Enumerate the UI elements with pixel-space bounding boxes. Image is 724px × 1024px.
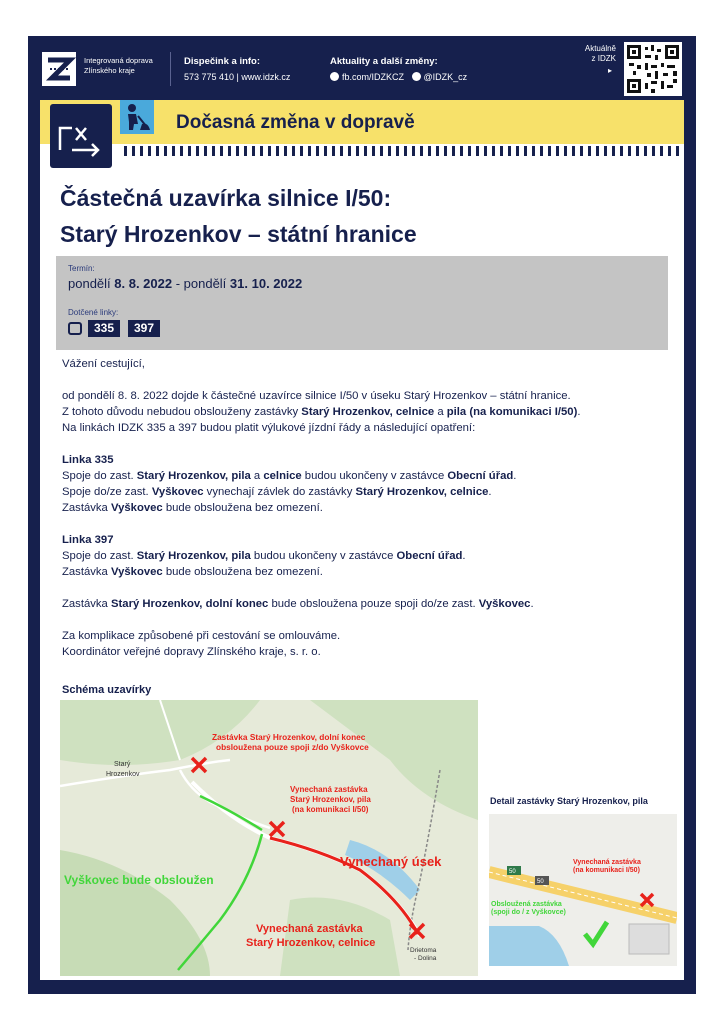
drietoma-label: Drietoma - Dolina <box>410 947 437 962</box>
title-line-2: Starý Hrozenkov – státní hranice <box>60 221 417 247</box>
intro-line-3: Na linkách IDZK 335 a 397 budou platit výlukové jízdní řády a následující opatření: <box>62 422 476 434</box>
org-line-1: Integrovaná doprava <box>84 56 153 65</box>
stop1-annotation: Zastávka Starý Hrozenkov, dolní konec obsloužena pouze spoji z/do Vyškovce <box>212 732 369 752</box>
term-end-date: 31. 10. 2022 <box>229 276 303 291</box>
term-label: Termín: <box>68 264 95 273</box>
intro-line-2: Z tohoto důvodu nebudou obslouženy zastávky Starý Hrozenkov, celnice a pila (na komunikaci I/50). <box>62 406 581 418</box>
header-divider <box>170 52 171 86</box>
dash-divider <box>124 146 684 156</box>
closing-line-1: Za komplikace způsobené při cestování se omlouváme. <box>62 630 341 642</box>
schema-title: Schéma uzavírky <box>62 684 152 696</box>
road-badge-right: 50 <box>537 879 544 885</box>
line-397-section <box>62 532 662 580</box>
term-dates <box>68 276 302 291</box>
stop2-annotation: Vynechaná zastávka Starý Hrozenkov, pila (na komunikaci I/50) <box>290 785 371 814</box>
news-title: Aktuality a další změny: <box>330 56 438 67</box>
facebook-link[interactable]: fb.com/IDZKCZ <box>342 72 405 82</box>
detail-green-annotation: Obsloužená zastávka (spoji do / z Vyškovce) <box>491 901 566 916</box>
detail-title: Detail zastávky Starý Hrozenkov, pila <box>490 796 648 806</box>
term-start-date: 8. 8. 2022 <box>114 276 173 291</box>
actual-label <box>560 44 616 64</box>
line-397-item-1: Spoje do zast. Starý Hrozenkov, pila budou ukončeny v zastávce Obecní úřad. <box>62 550 466 562</box>
closed-section-label: Vynechaný úsek <box>340 854 442 869</box>
actual-line-1: Aktuálně <box>584 44 616 53</box>
notice-page <box>40 100 684 980</box>
line-badge-397[interactable]: 397 <box>128 320 160 337</box>
greeting: Vážení cestující, <box>62 358 145 370</box>
route-change-icon <box>50 104 112 168</box>
town-label: Starý Hrozenkov <box>106 761 140 778</box>
closure-map <box>60 700 478 976</box>
lines-label: Dotčené linky: <box>68 308 119 317</box>
banner-title: Dočasná změna v dopravě <box>176 112 415 133</box>
arrow-right-icon: ▸ <box>608 66 613 75</box>
detail-red-annotation: Vynechaná zastávka (na komunikaci I/50) <box>573 859 641 874</box>
page-title <box>60 180 417 252</box>
header-bar <box>28 36 696 100</box>
stop3-annotation: Vynechaná zastávka Starý Hrozenkov, celnice <box>246 923 376 949</box>
line-335-item-1: Spoje do zast. Starý Hrozenkov, pila a celnice budou ukončeny v zastávce Obecní úřad. <box>62 470 517 482</box>
line-397-title: Linka 397 <box>62 534 114 546</box>
dispatch-contact[interactable]: 573 775 410 | www.idzk.cz <box>184 72 291 82</box>
roadwork-icon <box>120 100 154 134</box>
term-start-day: pondělí <box>68 276 115 291</box>
social-links <box>330 72 467 82</box>
closing <box>62 628 662 660</box>
intro-line-1: od pondělí 8. 8. 2022 dojde k částečné uzavírce silnice I/50 v úseku Starý Hrozenkov – státní hranice. <box>62 390 571 402</box>
line-397-item-2: Zastávka Vyškovec bude obsloužena bez omezení. <box>62 566 323 578</box>
detail-map <box>489 814 677 966</box>
org-name <box>84 56 153 76</box>
dolni-konec-note: Zastávka Starý Hrozenkov, dolní konec bude obsloužena pouze spoji do/ze zast. Vyškovec. <box>62 598 534 610</box>
actual-line-2: z IDZK <box>591 54 616 63</box>
twitter-link[interactable]: @IDZK_cz <box>423 72 468 82</box>
qr-code[interactable] <box>624 42 682 96</box>
idzk-logo <box>42 52 76 86</box>
term-end-day: - pondělí <box>172 276 230 291</box>
twitter-icon <box>412 72 421 81</box>
vyskovec-label: Vyškovec bude obsloužen <box>64 873 214 887</box>
line-335-section <box>62 452 662 516</box>
notice-body <box>62 356 662 676</box>
line-badge-335[interactable]: 335 <box>88 320 120 337</box>
line-335-item-3: Zastávka Vyškovec bude obsloužena bez omezení. <box>62 502 323 514</box>
intro-paragraph <box>62 388 662 436</box>
bus-icon <box>68 322 82 335</box>
road-badge-left: 50 <box>509 869 516 875</box>
term-box <box>56 256 668 350</box>
org-line-2: Zlínského kraje <box>84 66 135 75</box>
line-335-title: Linka 335 <box>62 454 114 466</box>
line-335-item-2: Spoje do/ze zast. Vyškovec vynechají závlek do zastávky Starý Hrozenkov, celnice. <box>62 486 492 498</box>
poster-frame <box>28 36 696 994</box>
facebook-icon <box>330 72 339 81</box>
closing-line-2: Koordinátor veřejné dopravy Zlínského kraje, s. r. o. <box>62 646 321 658</box>
dispatch-title: Dispečink a info: <box>184 56 261 67</box>
title-line-1: Částečná uzavírka silnice I/50: <box>60 185 392 211</box>
